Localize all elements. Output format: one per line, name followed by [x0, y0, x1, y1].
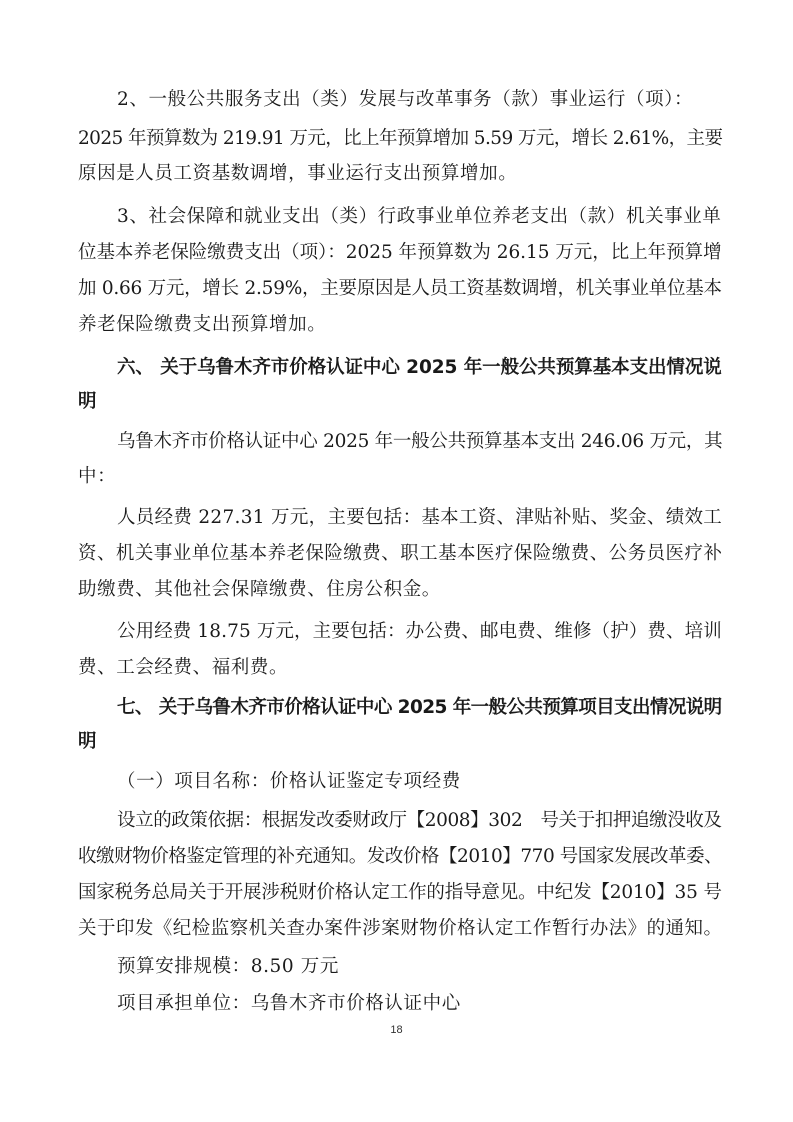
page-number: 18: [390, 1024, 403, 1036]
paragraph-line: 养老保险缴费支出预算增加。: [78, 314, 327, 335]
paragraph-line: 加 0.66 万元，增长 2.59%，主要原因是人员工资基数调增，机关事业单位基本: [78, 278, 722, 299]
paragraph-line: 关于印发《纪检监察机关查办案件涉案财物价格认定工作暂行办法》的通知。: [78, 918, 723, 939]
paragraph-line: 2025 年预算数为 219.91 万元，比上年预算增加 5.59 万元，增长 2.61%，主要: [78, 128, 723, 149]
paragraph-line: 设立的政策依据：根据发改委财政厅【2008】302 号关于扣押追缴没收及: [117, 810, 722, 831]
paragraph-line: 2、一般公共服务支出（类）发展与改革事务（款）事业运行（项）：: [117, 89, 694, 110]
paragraph-line: 国家税务总局关于开展涉税财价格认定工作的指导意见。中纪发【2010】35 号: [78, 882, 722, 903]
paragraph-line: 原因是人员工资基数调增，事业运行支出预算增加。: [78, 163, 518, 184]
section-heading-seven-continued: 明: [78, 731, 97, 752]
section-heading-seven: 七、 关于乌鲁木齐市价格认证中心 2025 年一般公共预算项目支出情况说明: [117, 697, 722, 718]
paragraph-line: 公用经费 18.75 万元，主要包括：办公费、邮电费、维修（护）费、培训: [117, 621, 722, 642]
section-heading-six: 六、 关于乌鲁木齐市价格认证中心 2025 年一般公共预算基本支出情况说: [117, 357, 722, 378]
paragraph-line: 资、机关事业单位基本养老保险缴费、职工基本医疗保险缴费、公务员医疗补: [78, 543, 723, 564]
budget-scale-line: 预算安排规模：8.50 万元: [117, 956, 339, 977]
paragraph-line: 费、工会经费、福利费。: [78, 657, 289, 678]
paragraph-line: 3、社会保障和就业支出（类）行政事业单位养老支出（款）机关事业单: [117, 206, 722, 227]
project-name-line: （一）项目名称：价格认证鉴定专项经费: [117, 771, 461, 792]
section-heading-six-continued: 明: [78, 391, 97, 412]
paragraph-line: 位基本养老保险缴费支出（项）：2025 年预算数为 26.15 万元，比上年预算增: [78, 242, 722, 263]
paragraph-line: 乌鲁木齐市价格认证中心 2025 年一般公共预算基本支出 246.06 万元，其: [117, 431, 723, 452]
paragraph-line: 收缴财物价格鉴定管理的补充通知。发改价格【2010】770 号国家发展改革委、: [78, 846, 723, 867]
project-unit-line: 项目承担单位：乌鲁木齐市价格认证中心: [117, 993, 461, 1014]
paragraph-line: 助缴费、其他社会保障缴费、住房公积金。: [78, 579, 441, 600]
paragraph-line: 中：: [78, 466, 117, 487]
paragraph-line: 人员经费 227.31 万元，主要包括：基本工资、津贴补贴、奖金、绩效工: [117, 507, 723, 528]
